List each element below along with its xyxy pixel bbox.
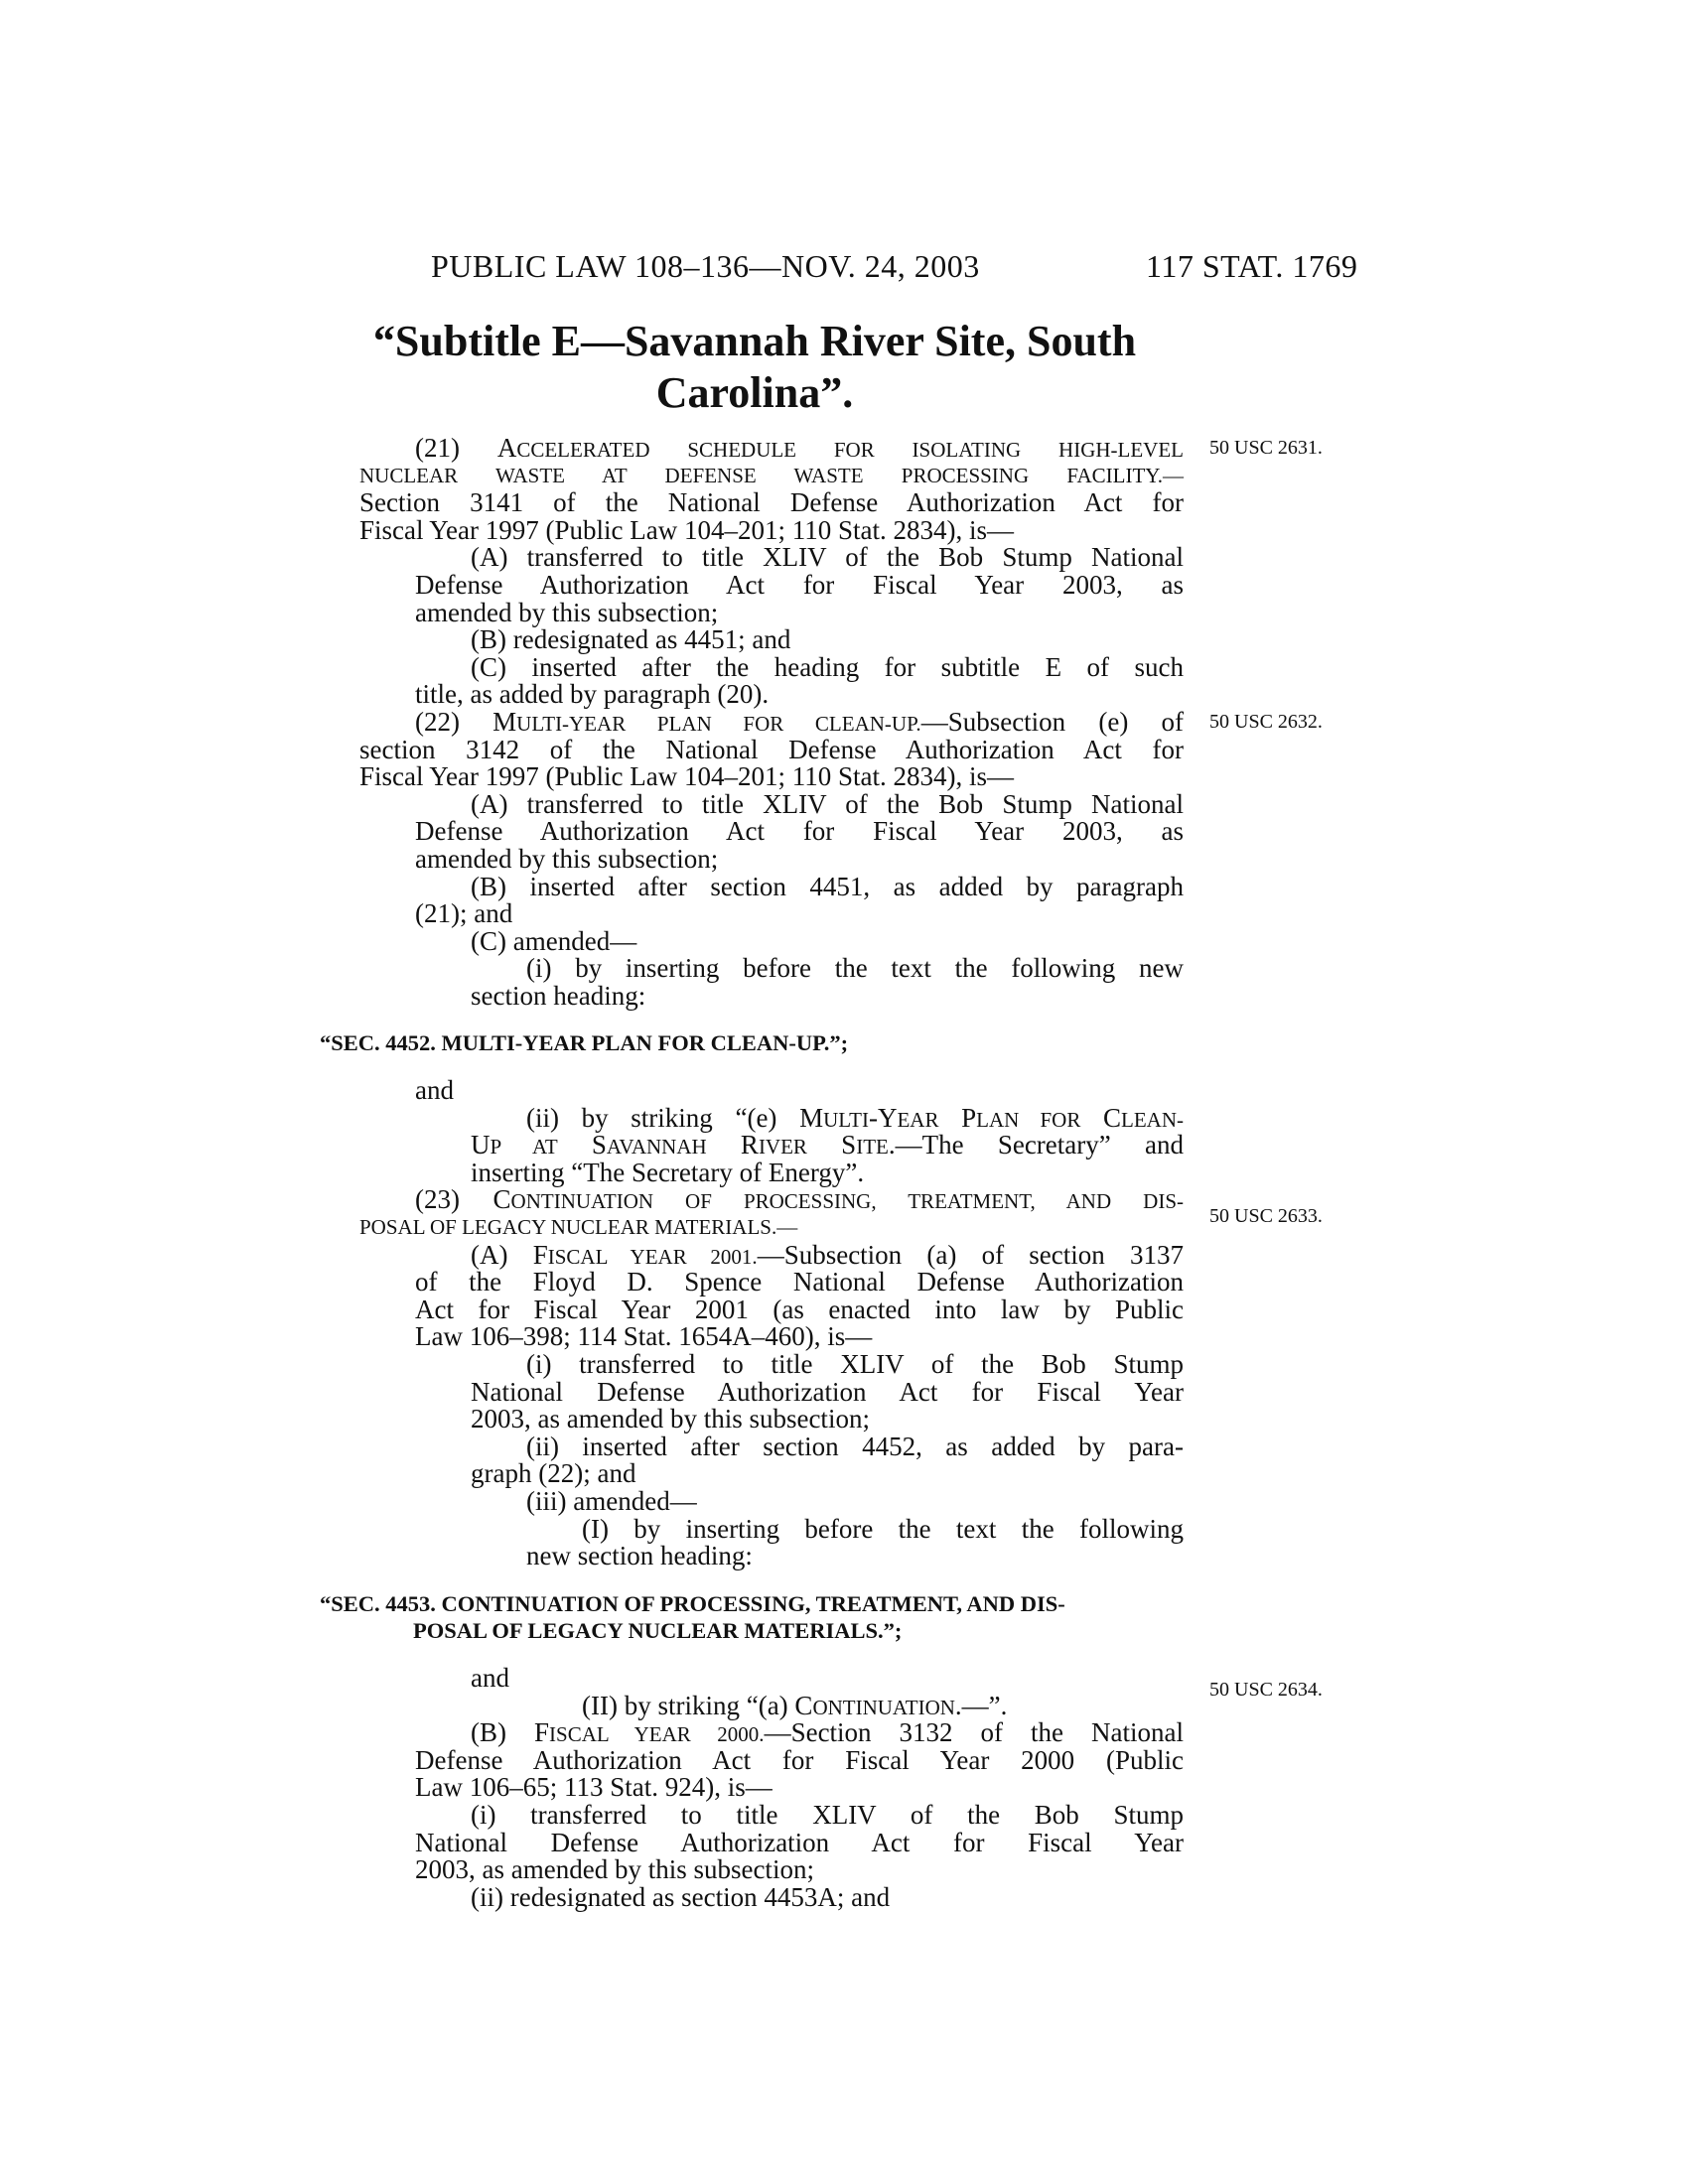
text-line: section 3142 of the National Defense Authorization Act for [359, 734, 1184, 764]
text-line: (A) transferred to title XLIV of the Bob Stump National [471, 788, 1184, 819]
text-line: (I) by inserting before the text the following [582, 1513, 1184, 1544]
text-line: of the Floyd D. Spence National Defense Authorization [415, 1267, 1184, 1297]
section-heading-4453-cont: POSAL OF LEGACY NUCLEAR MATERIALS.”; [413, 1618, 903, 1644]
margin-note-2631: 50 USC 2631. [1209, 437, 1323, 459]
text-line: (22) MULTI-YEAR PLAN FOR CLEAN-UP.—Subsection (e) of [415, 706, 1184, 737]
text-line: Act for Fiscal Year 2001 (as enacted into law by Public [415, 1294, 1184, 1324]
text-line: UP AT SAVANNAH RIVER SITE.—The Secretary” and [471, 1130, 1184, 1160]
text-line: Law 106–65; 113 Stat. 924), is— [415, 1772, 773, 1803]
text-line: (B) inserted after section 4451, as added by paragraph [471, 871, 1184, 901]
text-line: graph (22); and [471, 1458, 636, 1489]
text-line: title, as added by paragraph (20). [415, 679, 770, 710]
text-line: amended by this subsection; [415, 843, 719, 874]
subtitle-line-2: Carolina”. [655, 368, 854, 417]
text-line: 2003, as amended by this subsection; [415, 1854, 814, 1885]
subtitle-heading [328, 316, 1182, 419]
text-line: section heading: [471, 980, 646, 1011]
text-line: (ii) inserted after section 4452, as added by para- [526, 1431, 1184, 1461]
text-line: (C) amended— [471, 925, 637, 956]
text-line: (B) redesignated as 4451; and [471, 624, 791, 655]
text-line: (iii) amended— [526, 1485, 697, 1516]
text-line: and [415, 1075, 454, 1106]
text-line: amended by this subsection; [415, 597, 719, 627]
text-line: National Defense Authorization Act for Fiscal Year [471, 1376, 1184, 1407]
text-line: Defense Authorization Act for Fiscal Year 2003, as [415, 816, 1184, 847]
text-line: (A) transferred to title XLIV of the Bob Stump National [471, 542, 1184, 573]
text-line: (A) FISCAL YEAR 2001.—Subsection (a) of section 3137 [471, 1239, 1184, 1270]
text-line: Defense Authorization Act for Fiscal Year 2000 (Public [415, 1744, 1184, 1775]
text-line: Fiscal Year 1997 (Public Law 104–201; 110 Stat. 2834), is— [359, 761, 1014, 792]
text-line: Defense Authorization Act for Fiscal Year 2003, as [415, 569, 1184, 600]
text-line: Law 106–398; 114 Stat. 1654A–460), is— [415, 1321, 873, 1352]
section-heading-4452: “SEC. 4452. MULTI-YEAR PLAN FOR CLEAN-UP.”; [320, 1030, 849, 1056]
text-line: POSAL OF LEGACY NUCLEAR MATERIALS.— [359, 1215, 798, 1240]
text-line: (B) FISCAL YEAR 2000.—Section 3132 of the National [471, 1717, 1185, 1748]
text-line: inserting “The Secretary of Energy”. [471, 1157, 865, 1187]
text-line: (ii) by striking “(e) MULTI-YEAR PLAN FOR CLEAN- [526, 1102, 1184, 1133]
text-line: (i) transferred to title XLIV of the Bob Stump [471, 1799, 1184, 1830]
text-line: new section heading: [526, 1541, 753, 1571]
text-line: NUCLEAR WASTE AT DEFENSE WASTE PROCESSING FACILITY.— [359, 463, 1184, 487]
text-line: (ii) redesignated as section 4453A; and [471, 1881, 891, 1912]
running-header-page: 117 STAT. 1769 [1146, 248, 1358, 284]
text-line: Fiscal Year 1997 (Public Law 104–201; 110 Stat. 2834), is— [359, 514, 1014, 545]
text-line: (21); and [415, 898, 513, 929]
statute-body [320, 433, 1185, 1912]
margin-note-2632: 50 USC 2632. [1209, 711, 1323, 733]
running-header-citation: PUBLIC LAW 108–136—NOV. 24, 2003 [431, 248, 980, 284]
text-line: (i) transferred to title XLIV of the Bob Stump [526, 1349, 1184, 1379]
text-line: and [471, 1662, 509, 1693]
text-line: 2003, as amended by this subsection; [471, 1404, 870, 1434]
text-line: Section 3141 of the National Defense Authorization Act for [359, 487, 1184, 518]
text-line: (23) CONTINUATION OF PROCESSING, TREATMENT, AND DIS- [415, 1184, 1184, 1215]
text-line: National Defense Authorization Act for Fiscal Year [415, 1827, 1184, 1857]
margin-note-2634: 50 USC 2634. [1209, 1679, 1323, 1701]
section-heading-4453: “SEC. 4453. CONTINUATION OF PROCESSING, TREATMENT, AND DIS- [320, 1590, 1065, 1616]
text-line: (C) inserted after the heading for subtitle E of such [471, 651, 1184, 682]
subtitle-line-1: “Subtitle E—Savannah River Site, South [372, 317, 1137, 365]
text-line: (i) by inserting before the text the following new [526, 953, 1184, 984]
margin-note-2633: 50 USC 2633. [1209, 1205, 1323, 1227]
text-line: (21) ACCELERATED SCHEDULE FOR ISOLATING HIGH-LEVEL [415, 433, 1184, 463]
text-line: (II) by striking “(a) CONTINUATION.—”. [582, 1690, 1008, 1720]
